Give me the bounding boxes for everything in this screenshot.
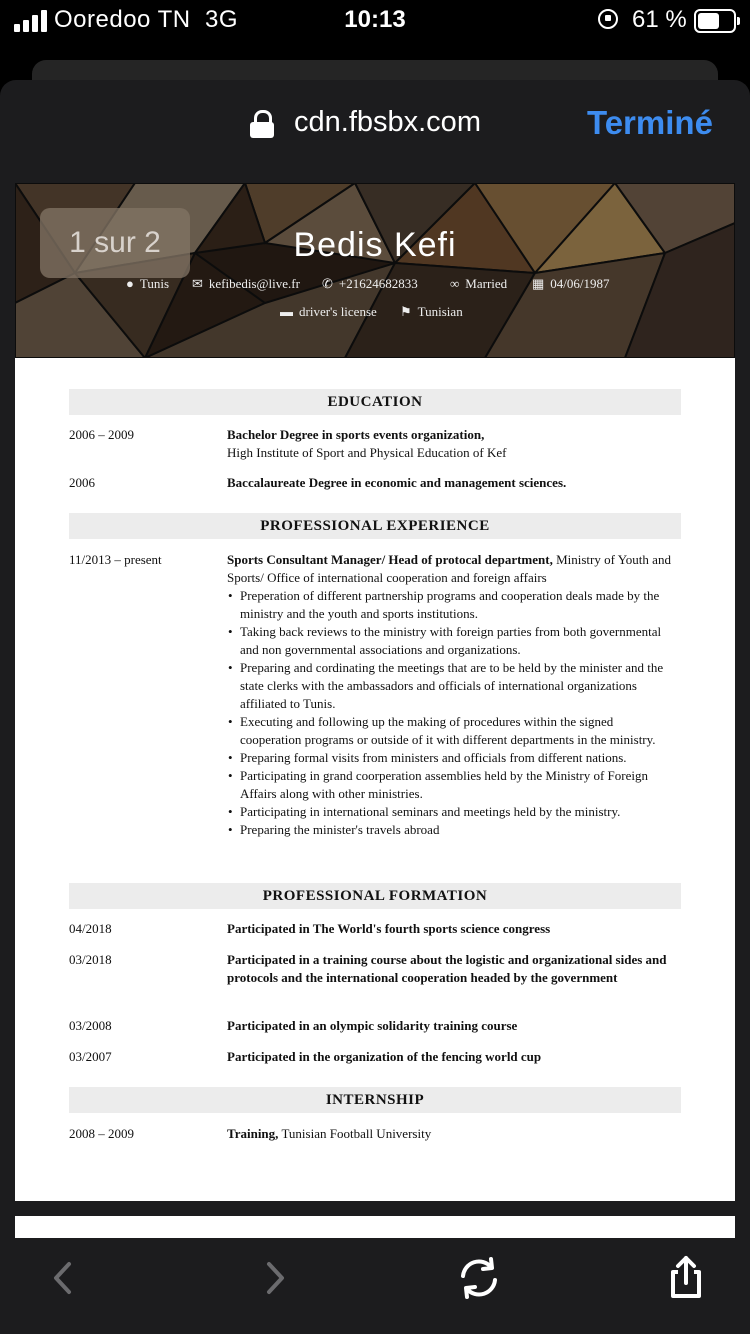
battery-percent: 61 % — [632, 6, 687, 33]
refresh-button[interactable] — [451, 1250, 507, 1306]
formation-entry-2 — [227, 951, 677, 987]
flag-icon: ⚑ — [400, 304, 412, 319]
education-title-1: Bachelor Degree in sports events organization, — [227, 427, 485, 442]
share-button[interactable] — [658, 1250, 714, 1306]
experience-bullet: • Preperation of different partnership programs and cooperation deals made by the ministry and the youth and sports institutions. — [240, 587, 677, 623]
experience-date: 11/2013 – present — [69, 552, 162, 567]
education-entry-2 — [227, 474, 677, 492]
section-formation: PROFESSIONAL FORMATION — [69, 883, 681, 909]
rotation-lock-icon — [598, 9, 618, 29]
internship-entry — [227, 1125, 677, 1143]
internship-date: 2008 – 2009 — [69, 1126, 134, 1141]
formation-date-3: 03/2008 — [69, 1018, 112, 1033]
education-title-2: Baccalaureate Degree in economic and management sciences. — [227, 475, 567, 490]
url-label[interactable]: cdn.fbsbx.com — [294, 106, 481, 138]
internship-org: Tunisian Football University — [281, 1126, 432, 1141]
phone-text: +21624682833 — [338, 276, 418, 291]
experience-bullet: • Participating in grand coorperation assemblies held by the Ministry of Foreign Affairs along with other ministries. — [240, 767, 677, 803]
education-entry-1 — [227, 426, 677, 462]
city-text: Tunis — [139, 276, 170, 291]
carrier-name: Ooredoo TN — [54, 6, 191, 33]
experience-org: Ministry of Youth and Sports/ Office of international cooperation and foreign affairs — [227, 552, 671, 585]
clock: 10:13 — [344, 6, 406, 33]
contact-phone — [322, 276, 418, 292]
page-indicator: 1 sur 2 — [40, 208, 190, 278]
battery-icon — [694, 9, 736, 33]
forward-button[interactable] — [246, 1250, 302, 1306]
back-button[interactable] — [36, 1250, 92, 1306]
forward-icon — [246, 1250, 302, 1306]
experience-entry — [227, 551, 677, 839]
car-icon: ▬ — [280, 304, 293, 319]
network-type: 3G — [204, 6, 238, 33]
lock-icon — [250, 110, 274, 138]
email-text: kefibedis@live.fr — [208, 276, 300, 291]
internship-title: Training, — [227, 1126, 279, 1141]
experience-bullet: • Taking back reviews to the ministry with foreign parties from both governmental and non governmental associations and organizations. — [240, 623, 677, 659]
formation-title-1: Participated in The World's fourth sports science congress — [227, 921, 551, 936]
education-date-1: 2006 – 2009 — [69, 427, 134, 442]
location-pin-icon: ● — [126, 276, 134, 291]
formation-title-3: Participated in an olympic solidarity training course — [227, 1018, 518, 1033]
contact-birthdate — [532, 276, 610, 292]
formation-date-2: 03/2018 — [69, 952, 112, 967]
birthdate-text: 04/06/1987 — [550, 276, 610, 291]
formation-date-1: 04/2018 — [69, 921, 112, 936]
contact-email — [192, 276, 300, 292]
formation-entry-3 — [227, 1017, 677, 1035]
rings-icon: ∞ — [450, 276, 460, 291]
calendar-icon: ▦ — [532, 276, 545, 291]
nationality-text: Tunisian — [417, 304, 463, 319]
experience-bullet: • Preparing and cordinating the meetings that are to be held by the minister and the state clerks with the ambassadors and officials of international organizations affiliated to Tunis. — [240, 659, 677, 713]
formation-entry-1 — [227, 920, 677, 938]
section-internship: INTERNSHIP — [69, 1087, 681, 1113]
experience-bullet: • Preparing the minister's travels abroad — [240, 821, 677, 839]
license-text: driver's license — [299, 304, 377, 319]
section-experience: PROFESSIONAL EXPERIENCE — [69, 513, 681, 539]
formation-title-4: Participated in the organization of the fencing world cup — [227, 1049, 542, 1064]
back-icon — [36, 1250, 92, 1306]
envelope-icon: ✉ — [192, 276, 203, 291]
share-icon — [658, 1250, 714, 1306]
done-button[interactable]: Terminé — [587, 104, 713, 141]
contact-license — [280, 304, 377, 320]
formation-date-4: 03/2007 — [69, 1049, 112, 1064]
document-page[interactable] — [15, 183, 735, 1201]
education-date-2: 2006 — [69, 475, 95, 490]
cv-name: Bedis Kefi — [293, 226, 457, 264]
experience-bullet: • Executing and following up the making of procedures within the signed cooperation programs or outside of it with different departments in the ministry. — [240, 713, 677, 749]
experience-bullet: • Preparing formal visits from ministers and officials from different nations. — [240, 749, 677, 767]
contact-city — [126, 276, 169, 292]
education-sub-1: High Institute of Sport and Physical Education of Kef — [227, 445, 507, 460]
formation-entry-4 — [227, 1048, 677, 1066]
status-text: Married — [465, 276, 508, 291]
section-education: EDUCATION — [69, 389, 681, 415]
experience-bullet: • Participating in international seminars and meetings held by the ministry. — [240, 803, 677, 821]
bottom-toolbar — [0, 1238, 750, 1334]
experience-bullets — [227, 587, 677, 839]
contact-nationality — [400, 304, 463, 320]
contact-status — [450, 276, 507, 292]
status-bar — [0, 0, 750, 44]
refresh-icon — [451, 1250, 507, 1306]
experience-title: Sports Consultant Manager/ Head of protocal department, — [227, 552, 553, 567]
formation-title-2: Participated in a training course about the logistic and organizational sides and protocols and the international cooperation headed by the government — [227, 952, 667, 985]
phone-icon: ✆ — [322, 276, 333, 291]
